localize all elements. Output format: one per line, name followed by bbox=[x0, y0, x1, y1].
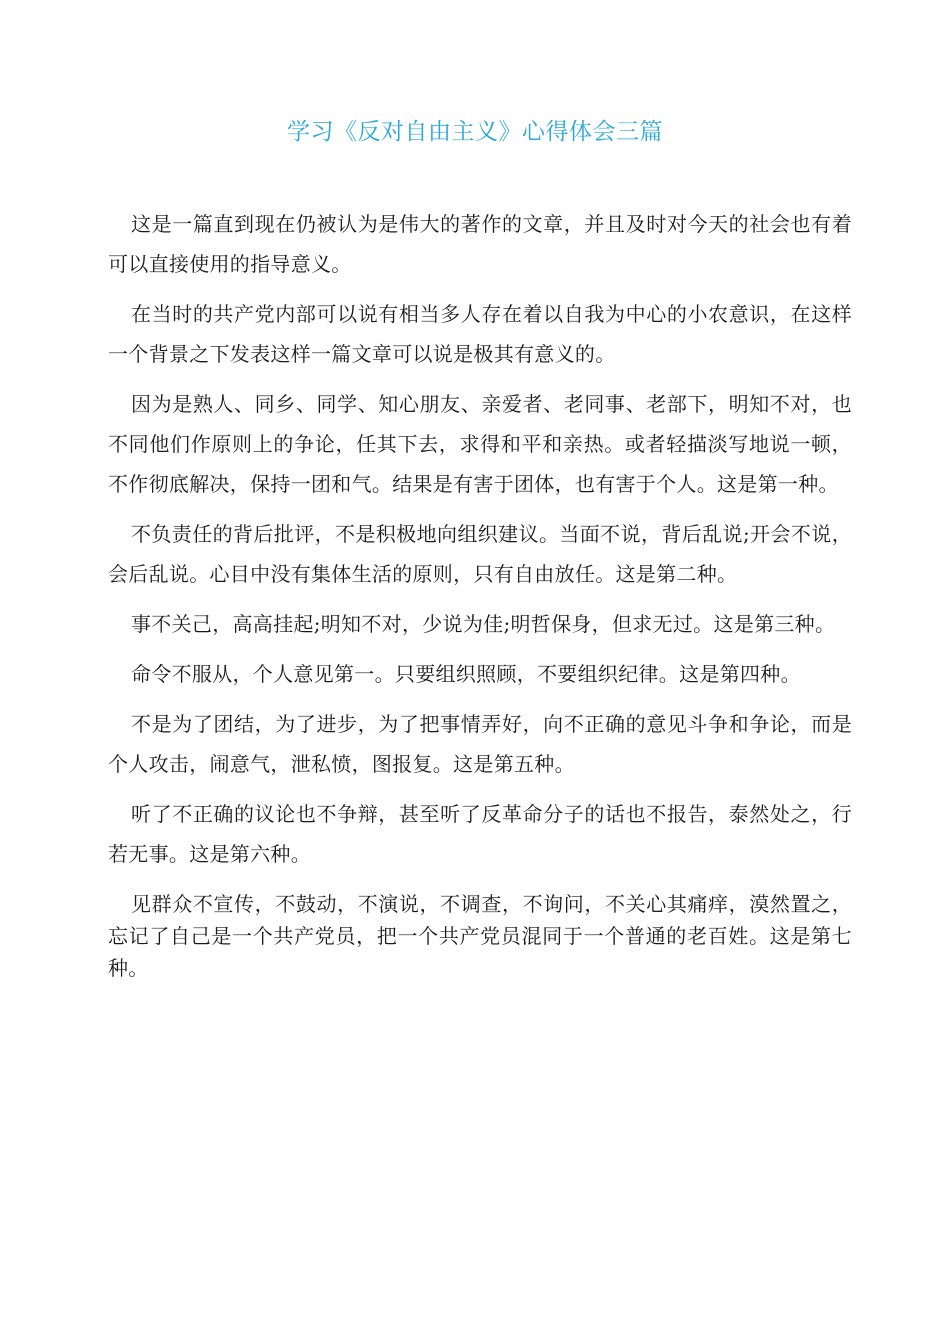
paragraph-6: 命令不服从，个人意见第一。只要组织照顾，不要组织纪律。这是第四种。 bbox=[131, 662, 801, 686]
paragraph-9: 见群众不宣传，不鼓动，不演说，不调查，不询问，不关心其痛痒，漠然置之，忘记了自己是一个共产党员，把一个共产党员混同于一个普通的老百姓。这是第七种。 bbox=[108, 892, 852, 980]
paragraph-1: 这是一篇直到现在仍被认为是伟大的著作的文章，并且及时对今天的社会也有着可以直接使用的指导意义。 bbox=[108, 212, 852, 276]
paragraph-5: 事不关己，高高挂起;明知不对，少说为佳;明哲保身，但求无过。这是第三种。 bbox=[131, 612, 836, 636]
paragraph-4: 不负责任的背后批评，不是积极地向组织建议。当面不说，背后乱说;开会不说，会后乱说。心目中没有集体生活的原则，只有自由放任。这是第二种。 bbox=[108, 522, 852, 586]
paragraph-3: 因为是熟人、同乡、同学、知心朋友、亲爱者、老同事、老部下，明知不对，也不同他们作原则上的争论，任其下去，求得和平和亲热。或者轻描淡写地说一顿，不作彻底解决，保持一团和气。结果是有害于团体，也有害于个人。这是第一种。 bbox=[108, 392, 852, 496]
paragraph-7: 不是为了团结，为了进步，为了把事情弄好，向不正确的意见斗争和争论，而是个人攻击，闹意气，泄私愤，图报复。这是第五种。 bbox=[108, 712, 852, 776]
paragraph-2: 在当时的共产党内部可以说有相当多人存在着以自我为中心的小农意识，在这样一个背景之下发表这样一篇文章可以说是极其有意义的。 bbox=[108, 302, 852, 366]
paragraph-8: 听了不正确的议论也不争辩，甚至听了反革命分子的话也不报告，泰然处之，行若无事。这是第六种。 bbox=[108, 802, 852, 866]
document-body bbox=[108, 204, 852, 984]
document-title: 学习《反对自由主义》心得体会三篇 bbox=[287, 119, 663, 145]
